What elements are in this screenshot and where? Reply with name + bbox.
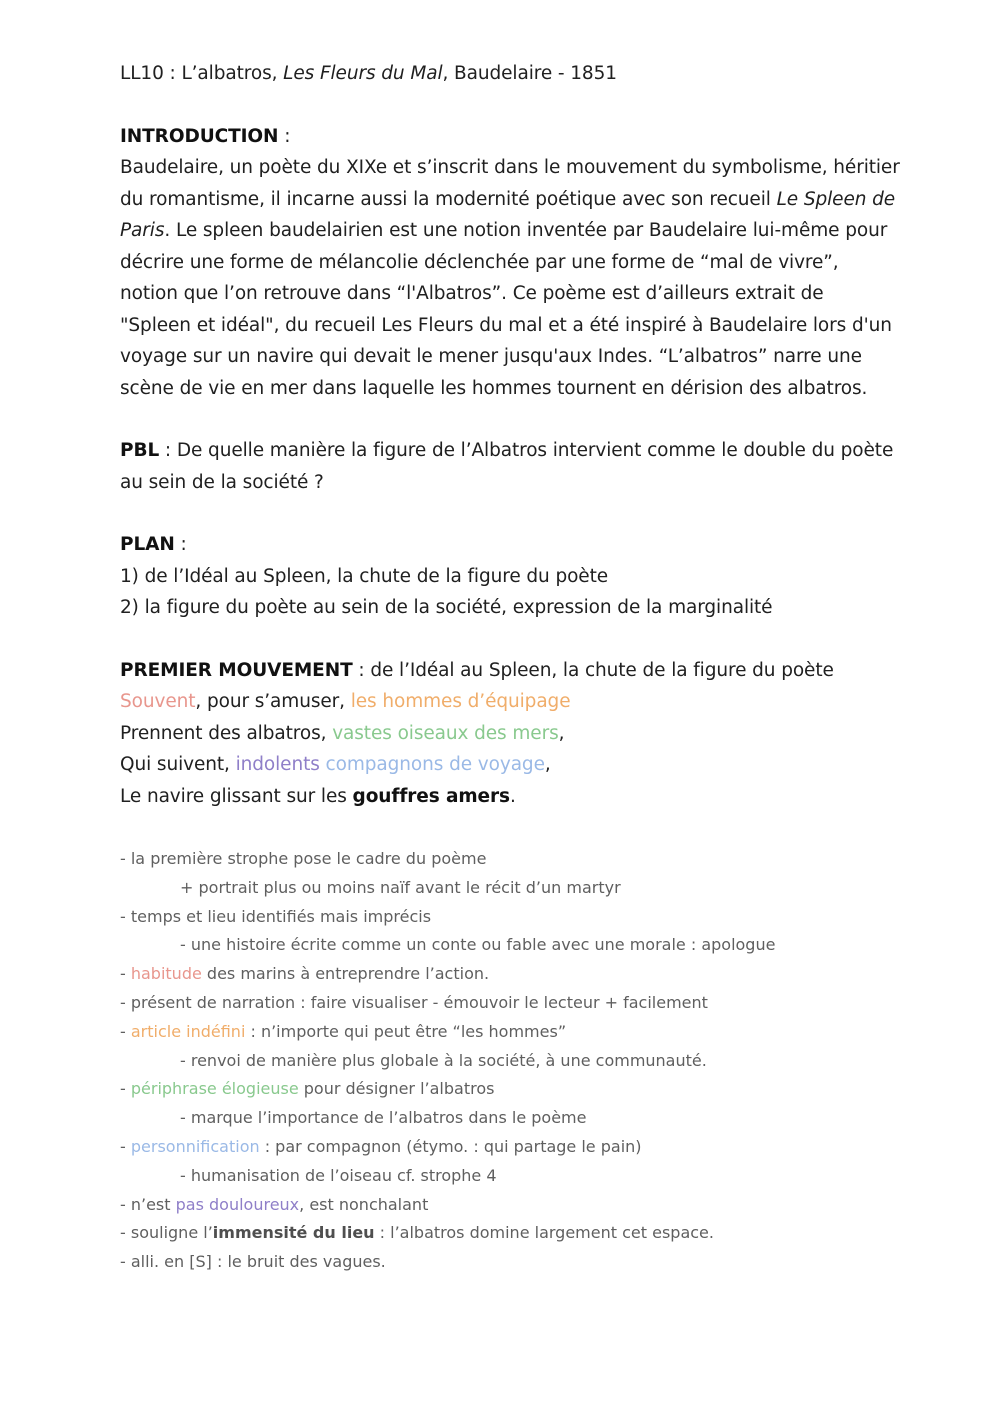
poem-line: Qui suivent, indolents compagnons de voyage, (120, 754, 551, 775)
plan-item: 1) de l’Idéal au Spleen, la chute de la figure du poète (120, 565, 609, 587)
note-subline: - renvoi de manière plus globale à la société, à une communauté. (180, 1050, 707, 1070)
problematique: PBL : De quelle manière la figure de l’Albatros intervient comme le double du poète au sein de la société ? (120, 440, 894, 493)
document-title: LL10 : L’albatros, Les Fleurs du Mal, Baudelaire - 1851 (120, 63, 617, 84)
plan-heading: PLAN : (120, 534, 187, 555)
introduction-paragraph: Baudelaire, un poète du XIXe et s’inscrit dans le mouvement du symbolisme, héritier du romantisme, il incarne aussi la modernité poétique avec son recueil Le Spleen de Paris. Le spleen baudelairien est une notion inventée par Baudelaire lui-même pour décrire une forme de mélancolie déclenchée par une forme de “mal de vivre”, notion que l’on retrouve dans “l'Albatros”. Ce poème est d’ailleurs extrait de "Spleen et idéal", du recueil Les Fleurs du mal et a été inspiré à Baudelaire lors d'un voyage sur un navire qui devait le mener jusqu'aux Indes. “L’albatros” narre une scène de vie en mer dans laquelle les hommes tournent en dérision des albatros. (120, 157, 900, 399)
note-line: - habitude des marins à entreprendre l’action. (120, 964, 490, 984)
book-title: Les Fleurs du Mal (283, 63, 443, 84)
note-line: - personnification : par compagnon (étymo. : qui partage le pain) (120, 1136, 642, 1156)
spleen-de-paris-title: Le Spleen de Paris (120, 188, 896, 241)
analysis-notes (120, 845, 900, 1277)
note-line: - alli. en [S] : le bruit des vagues. (120, 1252, 386, 1272)
note-line: - la première strophe pose le cadre du poème (120, 849, 487, 868)
note-line: - périphrase élogieuse pour désigner l’albatros (120, 1079, 495, 1099)
note-line: - présent de narration : faire visualiser - émouvoir le lecteur + facilement (120, 992, 708, 1012)
poem-line: Le navire glissant sur les gouffres amers. (120, 785, 516, 807)
note-subline: - marque l’importance de l’albatros dans le poème (180, 1108, 587, 1128)
plan-item: 2) la figure du poète au sein de la société, expression de la marginalité (120, 597, 773, 618)
poem-line: Souvent, pour s’amuser, les hommes d’équipage (120, 691, 571, 712)
note-line: - temps et lieu identifiés mais imprécis (120, 906, 432, 926)
note-line: - article indéfini : n’importe qui peut être “les hommes” (120, 1021, 567, 1041)
document-page (120, 58, 900, 1277)
note-line: - souligne l’immensité du lieu : l’albatros domine largement cet espace. (120, 1223, 714, 1243)
introduction-heading: INTRODUCTION : (120, 125, 291, 147)
note-subline: + portrait plus ou moins naïf avant le récit d’un martyr (180, 877, 621, 897)
note-subline: - une histoire écrite comme un conte ou fable avec une morale : apologue (180, 935, 776, 955)
movement-heading: PREMIER MOUVEMENT : de l’Idéal au Spleen, la chute de la figure du poète (120, 659, 834, 681)
poem-line: Prennent des albatros, vastes oiseaux des mers, (120, 722, 565, 744)
note-subline: - humanisation de l’oiseau cf. strophe 4 (180, 1165, 497, 1185)
note-line: - n’est pas douloureux, est nonchalant (120, 1194, 429, 1214)
main-text (120, 58, 900, 812)
